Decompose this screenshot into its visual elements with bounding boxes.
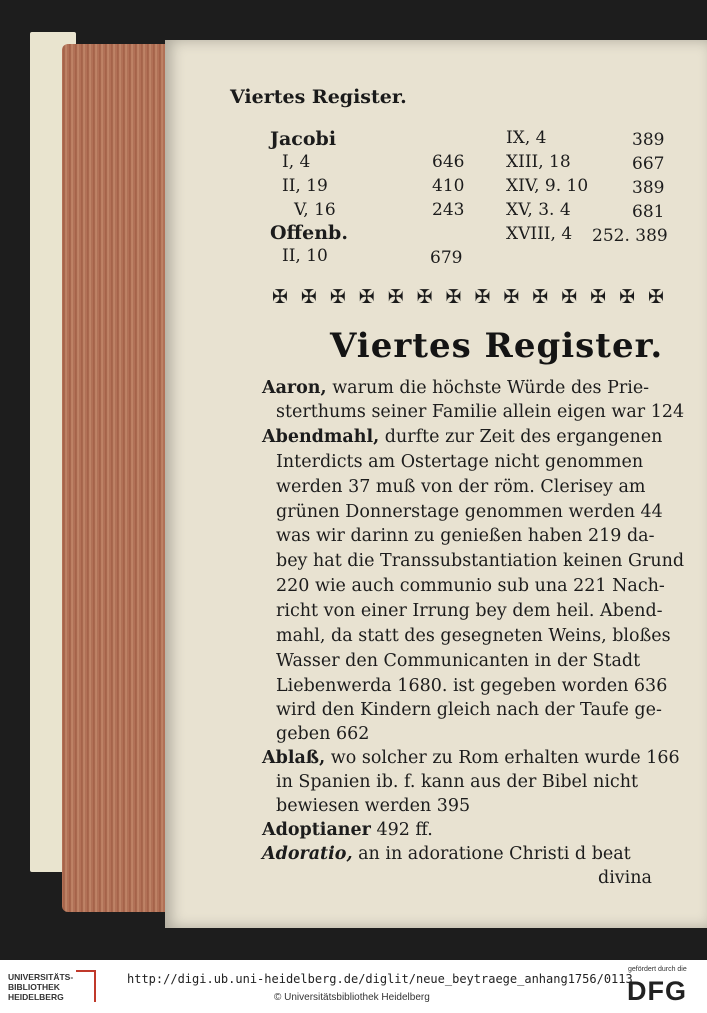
ornament-glyph: ✠ (503, 286, 520, 308)
register-line (276, 576, 665, 596)
ornament-glyph: ✠ (272, 286, 288, 308)
register-line (276, 477, 646, 497)
ornament-glyph: ✠ (358, 286, 375, 308)
index-right-label: XV, 3. 4 (506, 200, 571, 220)
register-line (262, 820, 433, 840)
register-line (598, 868, 652, 888)
index-left-label: V, 16 (294, 200, 336, 220)
entry-keyword: Adoptianer (262, 820, 371, 840)
register-line (276, 626, 671, 646)
index-right-label: XIV, 9. 10 (506, 176, 589, 196)
index-left-value: 243 (432, 200, 465, 220)
catchword: divina (598, 868, 652, 888)
dfg-logo[interactable]: DFG (627, 976, 687, 1006)
register-line (276, 502, 663, 522)
index-right-value: 389 (632, 130, 665, 150)
line-text: grünen Donnerstage genommen werden 44 (276, 502, 663, 522)
index-right-value: 667 (632, 154, 665, 174)
section-title: Viertes Register. (330, 326, 664, 366)
ornament-glyph: ✠ (590, 286, 607, 308)
line-text: was wir darinn zu genießen haben 219 da- (276, 526, 655, 546)
library-logo-line: UNIVERSITÄTS- (8, 972, 74, 982)
line-text: sterthums seiner Familie allein eigen war 124 (276, 402, 685, 422)
line-text: 220 wie auch communio sub una 221 Nach- (276, 576, 665, 596)
line-text: in Spanien ib. f. kann aus der Bibel nicht (276, 772, 639, 792)
ornament-glyph: ✠ (300, 286, 317, 308)
ornament-glyph: ✠ (619, 286, 635, 308)
viewer-footer (0, 960, 707, 1013)
index-left-label: II, 10 (282, 246, 328, 266)
ornament-glyph: ✠ (416, 286, 433, 308)
register-line (276, 651, 640, 671)
index-right-value: 252. 389 (592, 226, 668, 246)
register-line (262, 748, 680, 768)
sponsor-label: gefördert durch die (628, 966, 687, 973)
register-line (262, 378, 649, 398)
register-line (276, 796, 470, 816)
index-left-label: II, 19 (282, 176, 328, 196)
ornament-rule (272, 286, 664, 308)
index-right-label: XIII, 18 (506, 152, 571, 172)
ornament-glyph: ✠ (329, 286, 346, 308)
index-left-label: I, 4 (282, 152, 311, 172)
register-line (276, 601, 663, 621)
register-line (276, 772, 638, 792)
register-line (276, 526, 655, 546)
entry-keyword: Adoratio, (262, 844, 353, 864)
permalink[interactable]: http://digi.ub.uni-heidelberg.de/diglit/neue_beytraege_anhang1756/0113 (127, 972, 633, 986)
index-right-value: 389 (632, 178, 665, 198)
index-left-value: 646 (432, 152, 465, 172)
ornament-glyph: ✠ (561, 286, 578, 308)
library-mark-icon (76, 970, 96, 1002)
line-text: bey hat die Transsubstantiation keinen Grund (276, 551, 685, 571)
line-text: bewiesen werden 395 (276, 796, 471, 816)
register-line (276, 700, 662, 720)
index-left-label: Jacobi (270, 128, 337, 150)
ornament-glyph: ✠ (647, 286, 664, 308)
register-line (276, 724, 369, 744)
register-line (276, 551, 684, 571)
index-left-value: 679 (430, 248, 463, 268)
index-left-value: 410 (432, 176, 465, 196)
library-logo[interactable] (8, 972, 73, 1002)
index-right-label: IX, 4 (506, 128, 547, 148)
entry-keyword: Aaron, (262, 378, 327, 398)
index-right-value: 681 (632, 202, 665, 222)
copyright-text: © Universitätsbibliothek Heidelberg (274, 992, 430, 1003)
running-head: Viertes Register. (230, 86, 407, 108)
register-line (276, 452, 643, 472)
line-text: wo solcher zu Rom erhalten wurde 166 (325, 748, 680, 768)
index-right-label: XVIII, 4 (506, 224, 573, 244)
ornament-glyph: ✠ (532, 286, 549, 308)
register-line (276, 402, 684, 422)
entry-keyword: Ablaß, (262, 748, 326, 768)
register-line (262, 427, 662, 447)
line-text: 492 ff. (370, 820, 433, 840)
entry-keyword: Abendmahl, (262, 427, 380, 447)
line-text: richt von einer Irrung bey dem heil. Abend- (276, 601, 663, 621)
line-text: wird den Kindern gleich nach der Taufe ge- (276, 700, 662, 720)
line-text: warum die höchste Würde des Prie- (326, 378, 650, 398)
ornament-glyph: ✠ (445, 286, 462, 308)
page-fore-edge (62, 44, 172, 912)
line-text: geben 662 (276, 724, 370, 744)
ornament-glyph: ✠ (474, 286, 491, 308)
line-text: durfte zur Zeit des ergangenen (379, 427, 663, 447)
ornament-glyph: ✠ (387, 286, 404, 308)
library-logo-line: BIBLIOTHEK (8, 982, 60, 992)
line-text: Interdicts am Ostertage nicht genommen (276, 452, 644, 472)
line-text: an in adoratione Christi d beat (352, 844, 631, 864)
line-text: mahl, da statt des gesegneten Weins, bloßes (276, 626, 671, 646)
register-line (262, 844, 631, 864)
line-text: Liebenwerda 1680. ist gegeben worden 636 (276, 676, 668, 696)
index-left-label: Offenb. (270, 222, 348, 244)
line-text: Wasser den Communicanten in der Stadt (276, 651, 641, 671)
line-text: werden 37 muß von der röm. Clerisey am (276, 477, 646, 497)
register-line (276, 676, 667, 696)
library-logo-line: HEIDELBERG (8, 992, 64, 1002)
